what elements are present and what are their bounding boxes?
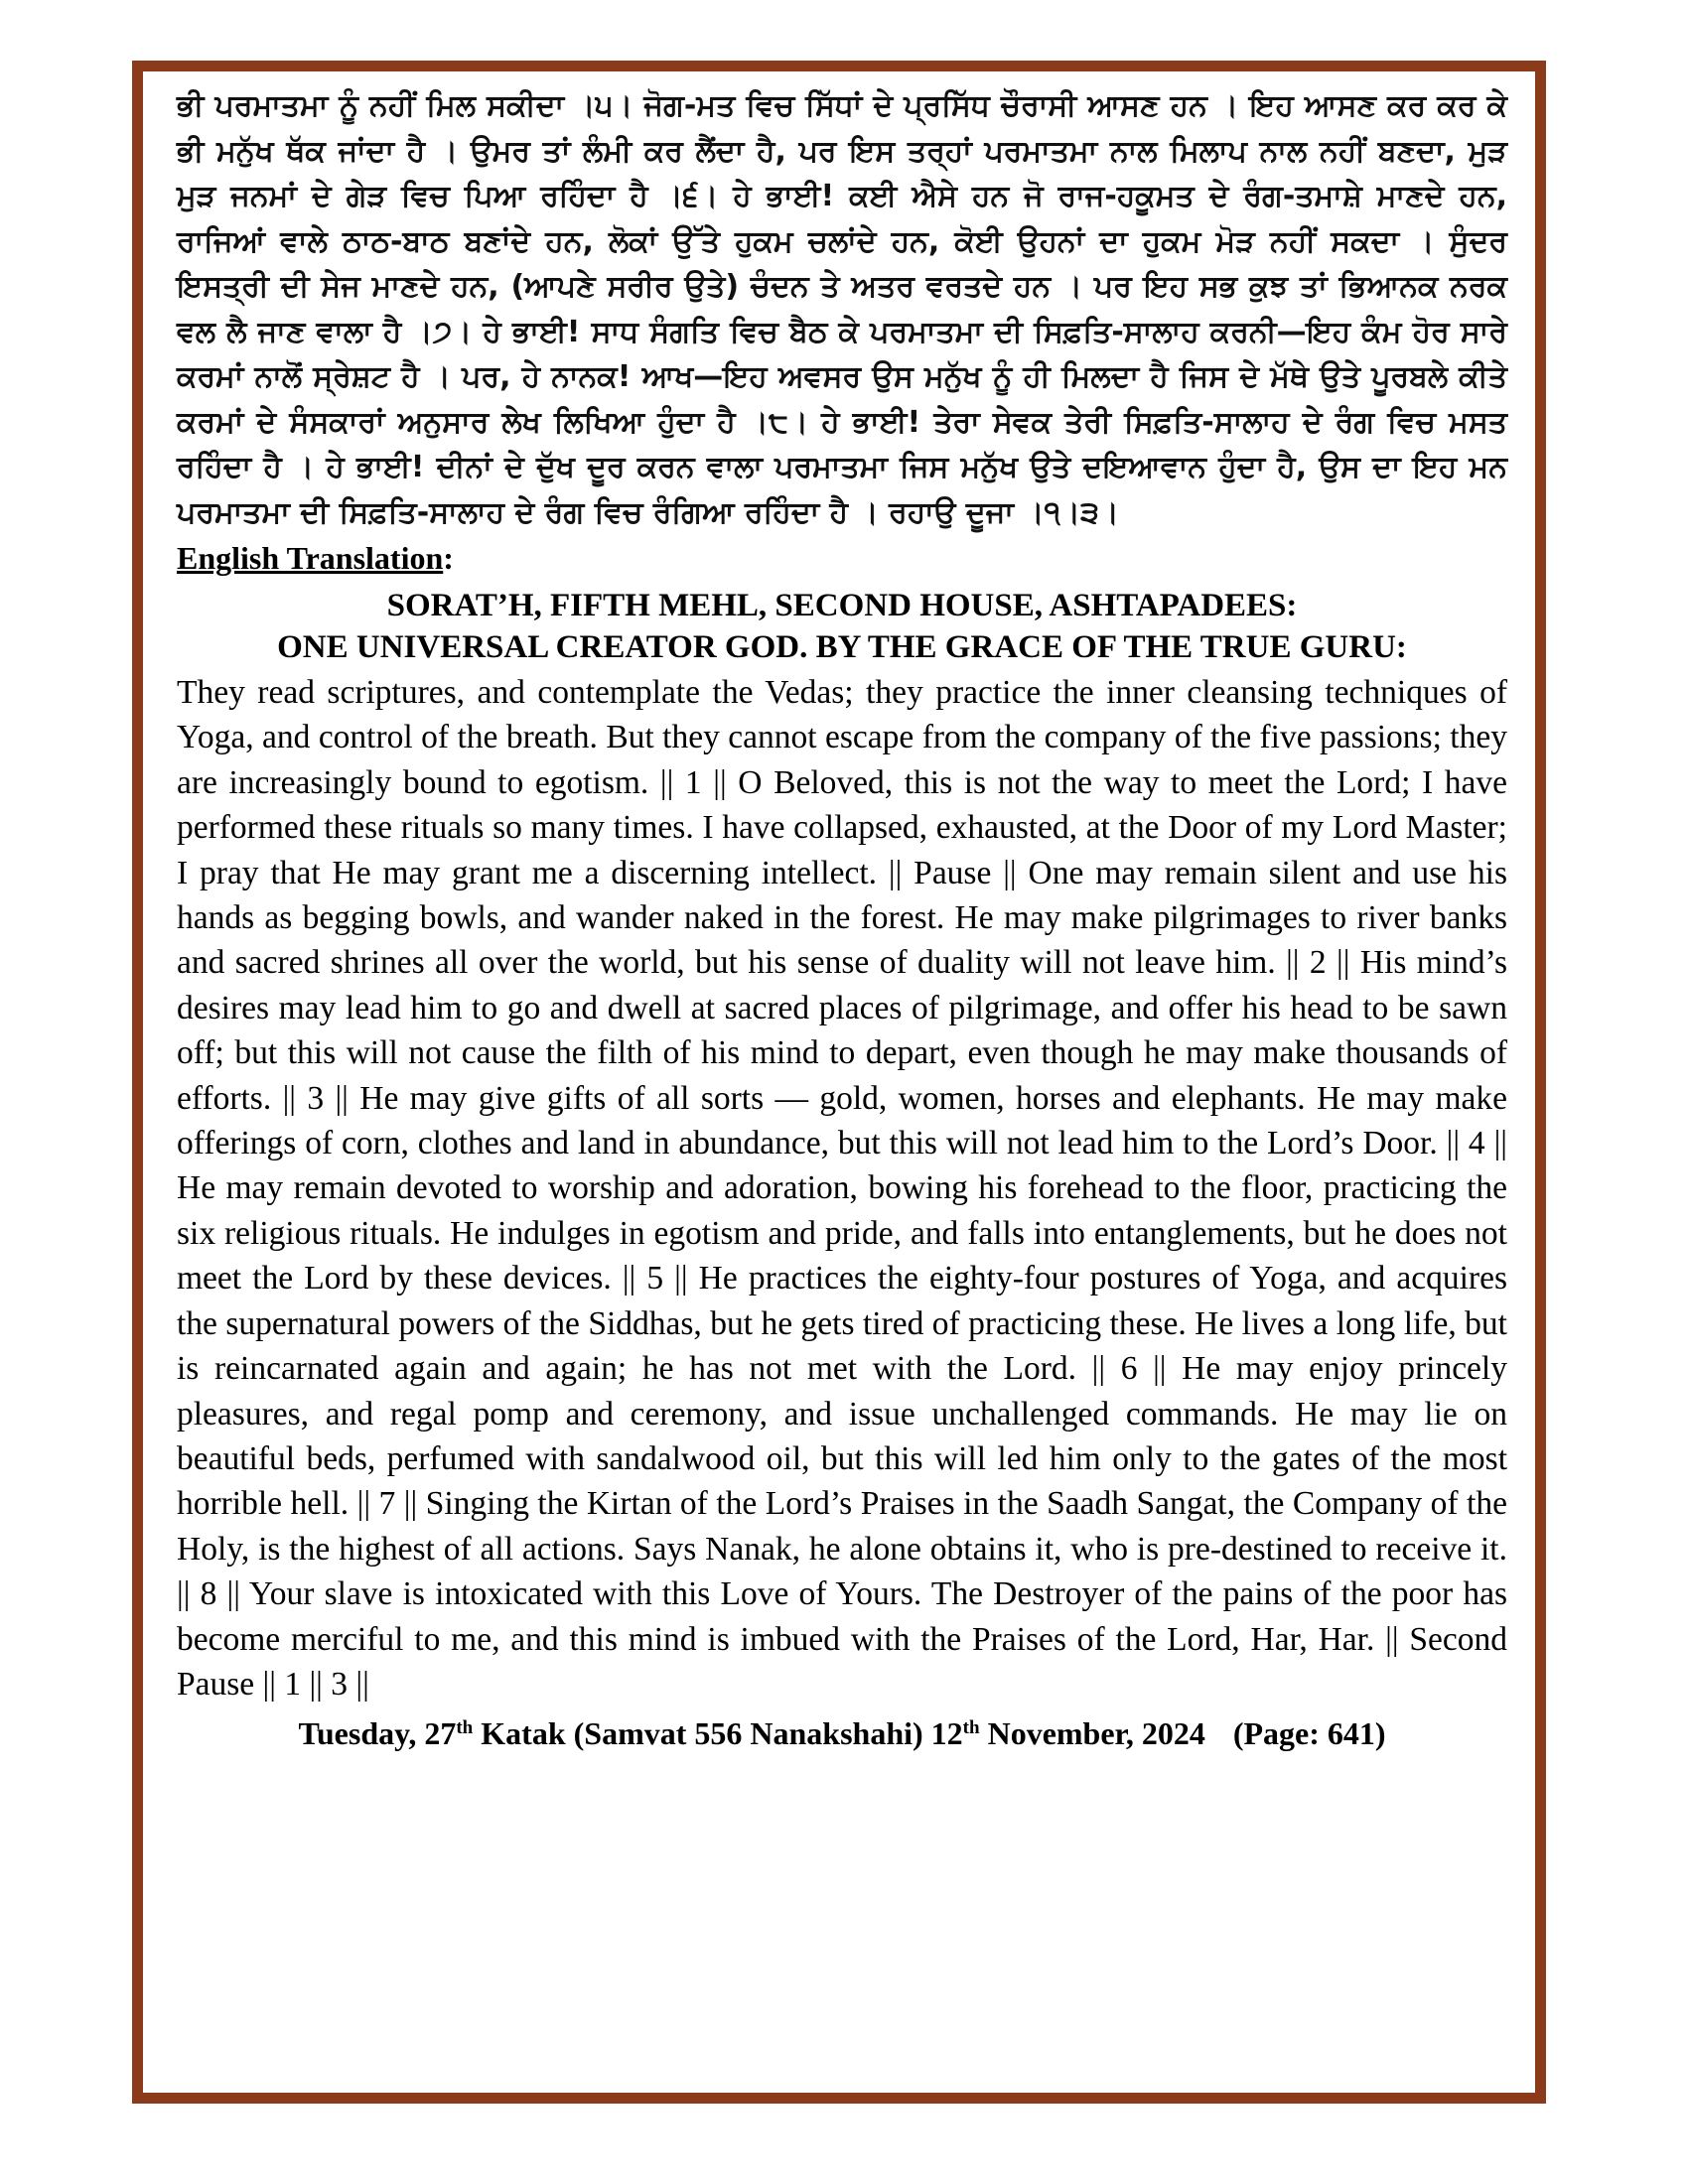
- footer-date: November, 2024: [979, 1715, 1205, 1752]
- footer-date-line: [177, 1710, 1507, 1756]
- footer-sup-2: th: [962, 1717, 980, 1739]
- page-number: (Page: 641): [1232, 1715, 1386, 1752]
- heading-line-1: SORAT’H, FIFTH MEHL, SECOND HOUSE, ASHTAPADEES:: [386, 588, 1298, 623]
- footer-middle: Katak (Samvat 556 Nanakshahi) 12: [473, 1715, 963, 1752]
- section-label: [177, 535, 1507, 581]
- heading-line-2: ONE UNIVERSAL CREATOR GOD. BY THE GRACE OF THE TRUE GURU:: [277, 629, 1407, 665]
- punjabi-commentary: ਭੀ ਪਰਮਾਤਮਾ ਨੂੰ ਨਹੀਂ ਮਿਲ ਸਕੀਦਾ ।੫। ਜੋਗ-ਮਤ ਵਿਚ ਸਿੱਧਾਂ ਦੇ ਪ੍ਰਸਿੱਧ ਚੌਰਾਸੀ ਆਸਣ ਹਨ । ਇਹ ਆਸਣ ਕਰ ਕਰ ਕੇ ਭੀ ਮਨੁੱਖ ਥੱਕ ਜਾਂਦਾ ਹੈ । ਉਮਰ ਤਾਂ ਲੰਮੀ ਕਰ ਲੈਂਦਾ ਹੈ, ਪਰ ਇਸ ਤਰ੍ਹਾਂ ਪਰਮਾਤਮਾ ਨਾਲ ਮਿਲਾਪ ਨਾਲ ਨਹੀਂ ਬਣਦਾ, ਮੁੜ ਮੁੜ ਜਨਮਾਂ ਦੇ ਗੇੜ ਵਿਚ ਪਿਆ ਰਹਿੰਦਾ ਹੈ ।੬। ਹੇ ਭਾਈ! ਕਈ ਐਸੇ ਹਨ ਜੋ ਰਾਜ-ਹਕੂਮਤ ਦੇ ਰੰਗ-ਤਮਾਸ਼ੇ ਮਾਣਦੇ ਹਨ, ਰਾਜਿਆਂ ਵਾਲੇ ਠਾਠ-ਬਾਠ ਬਣਾਂਦੇ ਹਨ, ਲੋਕਾਂ ਉੱਤੇ ਹੁਕਮ ਚਲਾਂਦੇ ਹਨ, ਕੋਈ ਉਹਨਾਂ ਦਾ ਹੁਕਮ ਮੋੜ ਨਹੀਂ ਸਕਦਾ । ਸੁੰਦਰ ਇਸਤ੍ਰੀ ਦੀ ਸੇਜ ਮਾਣਦੇ ਹਨ, (ਆਪਣੇ ਸਰੀਰ ਉਤੇ) ਚੰਦਨ ਤੇ ਅਤਰ ਵਰਤਦੇ ਹਨ । ਪਰ ਇਹ ਸਭ ਕੁਝ ਤਾਂ ਭਿਆਨਕ ਨਰਕ ਵਲ ਲੈ ਜਾਣ ਵਾਲਾ ਹੈ ।੭। ਹੇ ਭਾਈ! ਸਾਧ ਸੰਗਤਿ ਵਿਚ ਬੈਠ ਕੇ ਪਰਮਾਤਮਾ ਦੀ ਸਿਫ਼ਤਿ-ਸਾਲਾਹ ਕਰਨੀ—ਇਹ ਕੰਮ ਹੋਰ ਸਾਰੇ ਕਰਮਾਂ ਨਾਲੋਂ ਸ੍ਰੇਸ਼ਟ ਹੈ । ਪਰ, ਹੇ ਨਾਨਕ! ਆਖ—ਇਹ ਅਵਸਰ ਉਸ ਮਨੁੱਖ ਨੂੰ ਹੀ ਮਿਲਦਾ ਹੈ ਜਿਸ ਦੇ ਮੱਥੇ ਉਤੇ ਪੂਰਬਲੇ ਕੀਤੇ ਕਰਮਾਂ ਦੇ ਸੰਸਕਾਰਾਂ ਅਨੁਸਾਰ ਲੇਖ ਲਿਖਿਆ ਹੁੰਦਾ ਹੈ ।੮। ਹੇ ਭਾਈ! ਤੇਰਾ ਸੇਵਕ ਤੇਰੀ ਸਿਫ਼ਤਿ-ਸਾਲਾਹ ਦੇ ਰੰਗ ਵਿਚ ਮਸਤ ਰਹਿੰਦਾ ਹੈ । ਹੇ ਭਾਈ! ਦੀਨਾਂ ਦੇ ਦੁੱਖ ਦੂਰ ਕਰਨ ਵਾਲਾ ਪਰਮਾਤਮਾ ਜਿਸ ਮਨੁੱਖ ਉਤੇ ਦਇਆਵਾਨ ਹੁੰਦਾ ਹੈ, ਉਸ ਦਾ ਇਹ ਮਨ ਪਰਮਾਤਮਾ ਦੀ ਸਿਫ਼ਤਿ-ਸਾਲਾਹ ਦੇ ਰੰਗ ਵਿਚ ਰੰਗਿਆ ਰਹਿੰਦਾ ਹੈ । ਰਹਾਉ ਦੂਜਾ ।੧।੩।: [177, 88, 1507, 530]
- shabad-heading: [177, 585, 1507, 668]
- section-label-text: English Translation: [177, 540, 444, 576]
- page-border: [132, 61, 1546, 2104]
- english-translation: They read scriptures, and contemplate the Vedas; they practice the inner cleansing techniques of Yoga, and control of the breath. But they cannot escape from the company of the five passions; they are increasingly bound to egotism. || 1 || O Beloved, this is not the way to meet the Lord; I have performed these rituals so many times. I have collapsed, exhausted, at the Door of my Lord Master; I pray that He may grant me a discerning intellect. || Pause || One may remain silent and use his hands as begging bowls, and wander naked in the forest. He may make pilgrimages to river banks and sacred shrines all over the world, but his sense of duality will not leave him. || 2 || His mind’s desires may lead him to go and dwell at sacred places of pilgrimage, and offer his head to be sawn off; but this will not cause the filth of his mind to depart, even though he may make thousands of efforts. || 3 || He may give gifts of all sorts — gold, women, horses and elephants. He may make offerings of corn, clothes and land in abundance, but this will not lead him to the Lord’s Door. || 4 || He may remain devoted to worship and adoration, bowing his forehead to the floor, practicing the six religious rituals. He indulges in egotism and pride, and falls into entanglements, but he does not meet the Lord by these devices. || 5 || He practices the eighty-four postures of Yoga, and acquires the supernatural powers of the Siddhas, but he gets tired of practicing these. He lives a long life, but is reincarnated again and again; he has not met with the Lord. || 6 || He may enjoy princely pleasures, and regal pomp and ceremony, and issue unchallenged commands. He may lie on beautiful beds, perfumed with sandalwood oil, but this will led him only to the gates of the most horrible hell. || 7 || Singing the Kirtan of the Lord’s Praises in the Saadh Sangat, the Company of the Holy, is the highest of all actions. Says Nanak, he alone obtains it, who is pre-destined to receive it. || 8 || Your slave is intoxicated with this Love of Yours. The Destroyer of the pains of the poor has become merciful to me, and this mind is imbued with the Praises of the Lord, Har, Har. || Second Pause || 1 || 3 ||: [177, 674, 1507, 1703]
- section-label-colon: :: [443, 540, 454, 576]
- footer-sup-1: th: [456, 1717, 474, 1739]
- page-content: [177, 83, 1507, 2083]
- footer-weekday: Tuesday, 27: [298, 1715, 457, 1752]
